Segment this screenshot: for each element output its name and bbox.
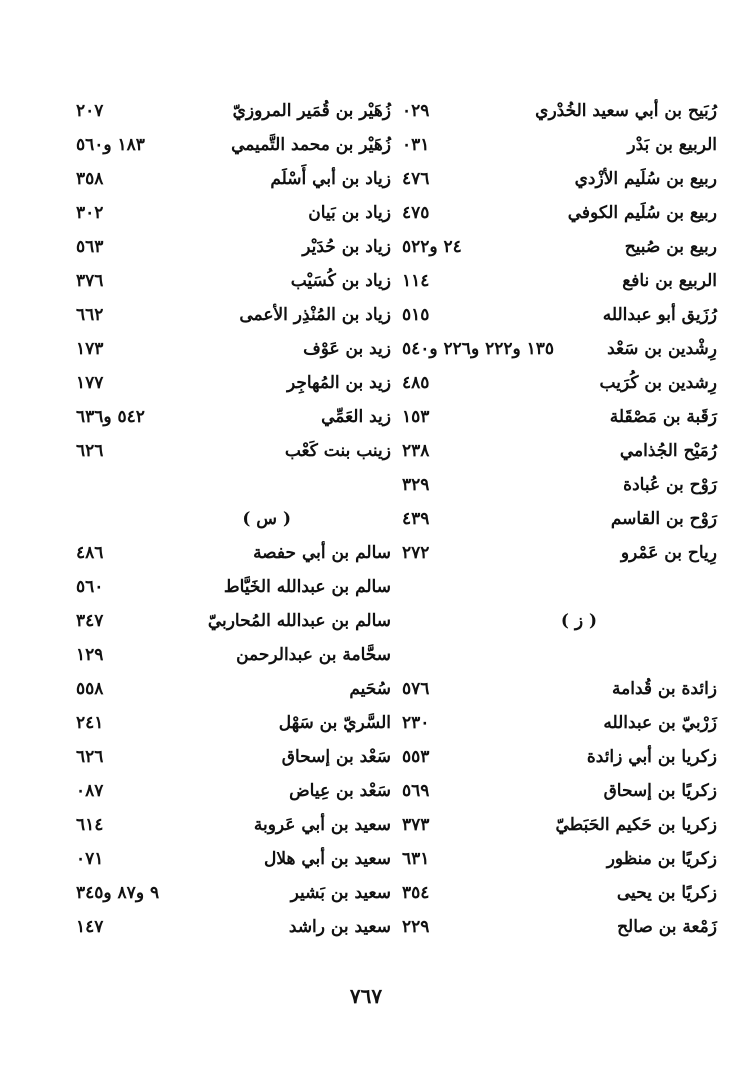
entry-pages: ١٢٩ [76, 645, 104, 665]
entry-name: الربيع بن بَدْر [627, 135, 717, 155]
entry-name: زينب بنت كَعْب [284, 441, 391, 461]
page-number: ٧٦٧ [349, 984, 383, 1008]
entry-name: ربيع بن صُبيح [624, 237, 717, 257]
entry-name: السَّريّ بن سَهْل [278, 713, 391, 733]
entry-pages: ٢٣٨ [402, 441, 430, 461]
entry-name: زياد بن أبي أَسْلَم [270, 169, 391, 189]
entry-pages: ٦٢٦ [76, 441, 104, 461]
entry-pages: ٩ و٨٧ و٣٤٥ [76, 883, 160, 903]
entry-pages: ٥١٥ [402, 305, 430, 325]
index-entry [402, 672, 717, 706]
entry-name: زيد بن المُهاجِر [286, 373, 391, 393]
entry-name: رُزَيق أبو عبدالله [602, 305, 717, 325]
index-column-left [76, 94, 391, 974]
index-entry [402, 842, 717, 876]
index-entry [76, 400, 391, 434]
index-entry [402, 536, 717, 570]
entry-name: سحَّامة بن عبدالرحمن [236, 645, 391, 665]
index-entry [76, 536, 391, 570]
entry-name: سَعْد بن عِياض [289, 781, 391, 801]
index-entry [76, 230, 391, 264]
entry-name: زكريا بن أبي زائدة [586, 747, 717, 767]
entry-pages: ٤٨٥ [402, 373, 430, 393]
index-entry [76, 434, 391, 468]
entry-name: رِياح بن عَمْرو [620, 543, 717, 563]
index-entry [76, 162, 391, 196]
index-entry [76, 196, 391, 230]
entry-pages: ٢٢٩ [402, 917, 430, 937]
entry-pages: ٥٥٣ [402, 747, 430, 767]
index-entry [402, 706, 717, 740]
entry-name: زيد بن عَوْف [303, 339, 391, 359]
entry-name: ربيع بن سُلَيم الأزْدي [574, 169, 717, 189]
index-entry [76, 842, 391, 876]
index-entry [76, 604, 391, 638]
index-entry [76, 638, 391, 672]
entry-pages: ٦٦٢ [76, 305, 104, 325]
entry-name: زياد بن حُدَيْر [302, 237, 391, 257]
entry-name: رِشدين بن كُرَيب [599, 373, 717, 393]
entry-pages: ٠٨٧ [76, 781, 104, 801]
index-entry [402, 366, 717, 400]
entry-pages: ٤٨٦ [76, 543, 104, 563]
entry-name: زكريًا بن إسحاق [603, 781, 717, 801]
index-entry [76, 264, 391, 298]
index-entry [402, 196, 717, 230]
entry-name: رَوْح بن عُبادة [623, 475, 717, 495]
entry-name: رِشْدين بن سَعْد [607, 339, 717, 359]
entry-pages: ٥٦٠ [76, 577, 104, 597]
entry-name: سعيد بن راشد [288, 917, 391, 937]
index-entry [76, 468, 391, 502]
entry-name: زياد بن كُسَيْب [290, 271, 391, 291]
entry-pages: ١١٤ [402, 271, 430, 291]
entry-name: زُهَيْر بن قُمَير المروزيّ [232, 101, 391, 121]
entry-pages: ٣٥٨ [76, 169, 104, 189]
index-entry [402, 808, 717, 842]
index-entry [76, 570, 391, 604]
entry-name: زياد بن بَيان [308, 203, 391, 223]
index-entry [76, 366, 391, 400]
entry-name: سعيد بن بَشير [290, 883, 391, 903]
index-column-right [402, 94, 717, 974]
entry-pages: ٤٧٥ [402, 203, 430, 223]
entry-name: ربيع بن سُلَيم الكوفي [567, 203, 717, 223]
entry-name: سُحَيم [349, 679, 391, 699]
entry-pages: ٣٢٩ [402, 475, 430, 495]
entry-pages: ٢٧٢ [402, 543, 430, 563]
entry-pages: ٠٣١ [402, 135, 430, 155]
index-entry [76, 740, 391, 774]
index-entry [76, 774, 391, 808]
entry-name: رُمَيْح الجُذامي [619, 441, 717, 461]
index-entry [402, 128, 717, 162]
entry-pages: ٣٠٢ [76, 203, 104, 223]
entry-name: زياد بن المُنْذِر الأعمى [239, 305, 391, 325]
index-entry [76, 672, 391, 706]
section-header [402, 604, 717, 638]
entry-pages: ٥٥٨ [76, 679, 104, 699]
section-header [76, 502, 391, 536]
entry-pages: ٥٤٢ و٦٣٦ [76, 407, 145, 427]
index-entry [402, 94, 717, 128]
entry-name: رَقَبة بن مَصْقَلة [609, 407, 717, 427]
entry-name: زَمْعة بن صالح [617, 917, 717, 937]
index-entry [402, 910, 717, 944]
entry-name: زيد العَمِّي [321, 407, 391, 427]
index-entry [76, 332, 391, 366]
index-entry [402, 740, 717, 774]
entry-name: سَعْد بن إسحاق [281, 747, 391, 767]
entry-pages: ٢٤ و٥٢٢ [402, 237, 462, 257]
index-entry [76, 128, 391, 162]
index-entry [402, 264, 717, 298]
index-entry [402, 298, 717, 332]
entry-pages: ٢٤١ [76, 713, 104, 733]
entry-pages: ٥٦٩ [402, 781, 430, 801]
entry-pages: ١٤٧ [76, 917, 104, 937]
entry-pages: ٣٤٧ [76, 611, 104, 631]
entry-name: زكريا بن حَكيم الحَبَطيّ [555, 815, 717, 835]
index-entry [402, 876, 717, 910]
section-letter: ( س ) [242, 509, 291, 529]
entry-name: رَوْح بن القاسم [610, 509, 717, 529]
entry-pages: ١٨٣ و٥٦٠ [76, 135, 145, 155]
entry-pages: ٥٦٣ [76, 237, 104, 257]
entry-pages: ٢٣٠ [402, 713, 430, 733]
entry-name: زُهَيْر بن محمد التَّميمي [231, 135, 391, 155]
entry-name: سعيد بن أبي هلال [263, 849, 391, 869]
entry-pages: ٥٧٦ [402, 679, 430, 699]
entry-pages: ٠٧١ [76, 849, 104, 869]
entry-name: زَرْبيّ بن عبدالله [603, 713, 717, 733]
entry-pages: ١٧٧ [76, 373, 104, 393]
entry-name: سالم بن عبدالله المُحاربيّ [207, 611, 391, 631]
index-entry [402, 468, 717, 502]
entry-pages: ١٧٣ [76, 339, 104, 359]
index-entry [402, 434, 717, 468]
index-entry [76, 876, 391, 910]
entry-name: زكريًا بن يحيى [616, 883, 717, 903]
entry-pages: ٦٣١ [402, 849, 430, 869]
entry-pages: ٦٢٦ [76, 747, 104, 767]
entry-name: الربيع بن نافع [622, 271, 717, 291]
entry-name: سالم بن عبدالله الخَيَّاط [223, 577, 391, 597]
entry-pages: ٤٣٩ [402, 509, 430, 529]
index-entry [402, 400, 717, 434]
entry-pages: ٣٧٦ [76, 271, 104, 291]
index-entry [76, 298, 391, 332]
index-entry [402, 332, 717, 366]
entry-pages: ٣٥٤ [402, 883, 430, 903]
index-entry [402, 570, 717, 604]
entry-pages: ٢٠٧ [76, 101, 104, 121]
index-entry [402, 230, 717, 264]
entry-name: سالم بن أبي حفصة [253, 543, 391, 563]
entry-pages: ٦١٤ [76, 815, 104, 835]
entry-pages: ٣٧٣ [402, 815, 430, 835]
index-entry [76, 808, 391, 842]
entry-pages: ٤٧٦ [402, 169, 430, 189]
index-entry [76, 910, 391, 944]
entry-name: رُبَيح بن أبي سعيد الخُدْري [535, 101, 717, 121]
entry-pages: ١٣٥ و٢٢٢ و٢٢٦ و٥٤٠ [402, 339, 555, 359]
entry-name: زائدة بن قُدامة [612, 679, 717, 699]
entry-pages: ٠٢٩ [402, 101, 430, 121]
index-entry [402, 162, 717, 196]
entry-pages: ١٥٣ [402, 407, 430, 427]
index-entry [402, 774, 717, 808]
entry-name: زكريًا بن منظور [606, 849, 717, 869]
index-entry [402, 502, 717, 536]
section-letter: ( ز ) [560, 611, 597, 631]
index-entry [76, 706, 391, 740]
entry-name: سعيد بن أبي عَروبة [253, 815, 391, 835]
index-entry [76, 94, 391, 128]
index-entry [402, 638, 717, 672]
